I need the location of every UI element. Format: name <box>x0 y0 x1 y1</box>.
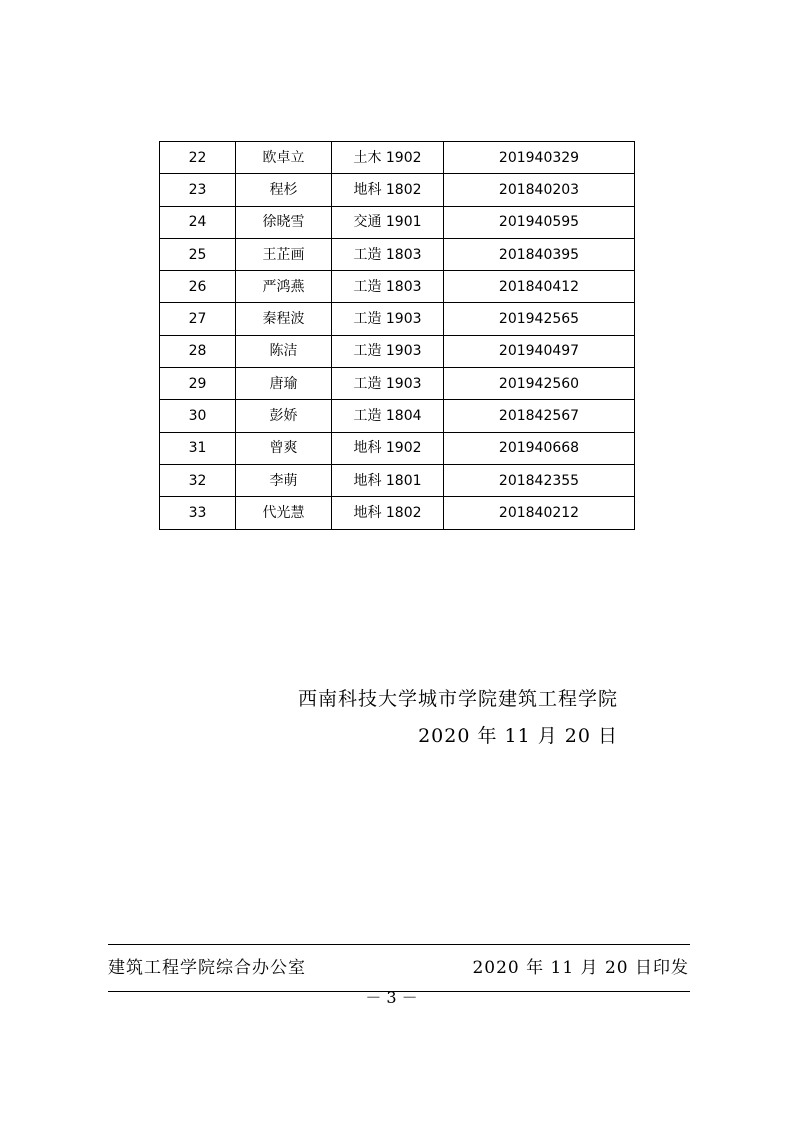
table-row <box>160 400 635 432</box>
class-cell: 交通 1901 <box>332 206 444 238</box>
issuing-office: 建筑工程学院综合办公室 <box>108 958 306 978</box>
student-name-cell: 程杉 <box>236 174 332 206</box>
row-number-cell: 33 <box>160 497 236 529</box>
class-cell: 工造 1804 <box>332 400 444 432</box>
student-name-cell: 徐晓雪 <box>236 206 332 238</box>
student-id-cell: 201842355 <box>444 464 635 496</box>
student-name-cell: 陈洁 <box>236 335 332 367</box>
table-row <box>160 464 635 496</box>
student-name-cell: 彭娇 <box>236 400 332 432</box>
student-name-cell: 王芷画 <box>236 238 332 270</box>
signature-date: 2020 年 11 月 20 日 <box>418 725 618 747</box>
roster-body <box>160 142 635 530</box>
footer-top-rule <box>108 944 690 945</box>
student-id-cell: 201840395 <box>444 238 635 270</box>
issue-date: 2020 年 11 月 20 日印发 <box>472 958 689 978</box>
class-cell: 工造 1903 <box>332 303 444 335</box>
class-cell: 地科 1802 <box>332 497 444 529</box>
student-name-cell: 欧卓立 <box>236 142 332 174</box>
row-number-cell: 26 <box>160 271 236 303</box>
signature-organization: 西南科技大学城市学院建筑工程学院 <box>297 688 618 710</box>
row-number-cell: 24 <box>160 206 236 238</box>
table-row <box>160 271 635 303</box>
class-cell: 工造 1903 <box>332 368 444 400</box>
table-row <box>160 142 635 174</box>
row-number-cell: 32 <box>160 464 236 496</box>
table-row <box>160 335 635 367</box>
row-number-cell: 25 <box>160 238 236 270</box>
student-id-cell: 201940329 <box>444 142 635 174</box>
class-cell: 工造 1803 <box>332 271 444 303</box>
student-roster-table <box>159 141 635 530</box>
student-id-cell: 201940668 <box>444 432 635 464</box>
class-cell: 工造 1803 <box>332 238 444 270</box>
row-number-cell: 30 <box>160 400 236 432</box>
table-row <box>160 432 635 464</box>
table-row <box>160 368 635 400</box>
table-row <box>160 497 635 529</box>
class-cell: 地科 1801 <box>332 464 444 496</box>
row-number-cell: 22 <box>160 142 236 174</box>
student-name-cell: 唐瑜 <box>236 368 332 400</box>
student-name-cell: 代光慧 <box>236 497 332 529</box>
row-number-cell: 27 <box>160 303 236 335</box>
student-id-cell: 201942565 <box>444 303 635 335</box>
student-name-cell: 曾爽 <box>236 432 332 464</box>
student-name-cell: 李萌 <box>236 464 332 496</box>
class-cell: 土木 1902 <box>332 142 444 174</box>
row-number-cell: 23 <box>160 174 236 206</box>
student-id-cell: 201942560 <box>444 368 635 400</box>
student-id-cell: 201840212 <box>444 497 635 529</box>
student-id-cell: 201940497 <box>444 335 635 367</box>
page-number: － 3 － <box>365 988 418 1007</box>
student-id-cell: 201840203 <box>444 174 635 206</box>
student-name-cell: 严鸿燕 <box>236 271 332 303</box>
student-name-cell: 秦程波 <box>236 303 332 335</box>
table-row <box>160 303 635 335</box>
student-id-cell: 201842567 <box>444 400 635 432</box>
class-cell: 地科 1902 <box>332 432 444 464</box>
student-id-cell: 201840412 <box>444 271 635 303</box>
table-row <box>160 206 635 238</box>
row-number-cell: 28 <box>160 335 236 367</box>
row-number-cell: 29 <box>160 368 236 400</box>
class-cell: 工造 1903 <box>332 335 444 367</box>
student-id-cell: 201940595 <box>444 206 635 238</box>
table-row <box>160 238 635 270</box>
class-cell: 地科 1802 <box>332 174 444 206</box>
row-number-cell: 31 <box>160 432 236 464</box>
table-row <box>160 174 635 206</box>
